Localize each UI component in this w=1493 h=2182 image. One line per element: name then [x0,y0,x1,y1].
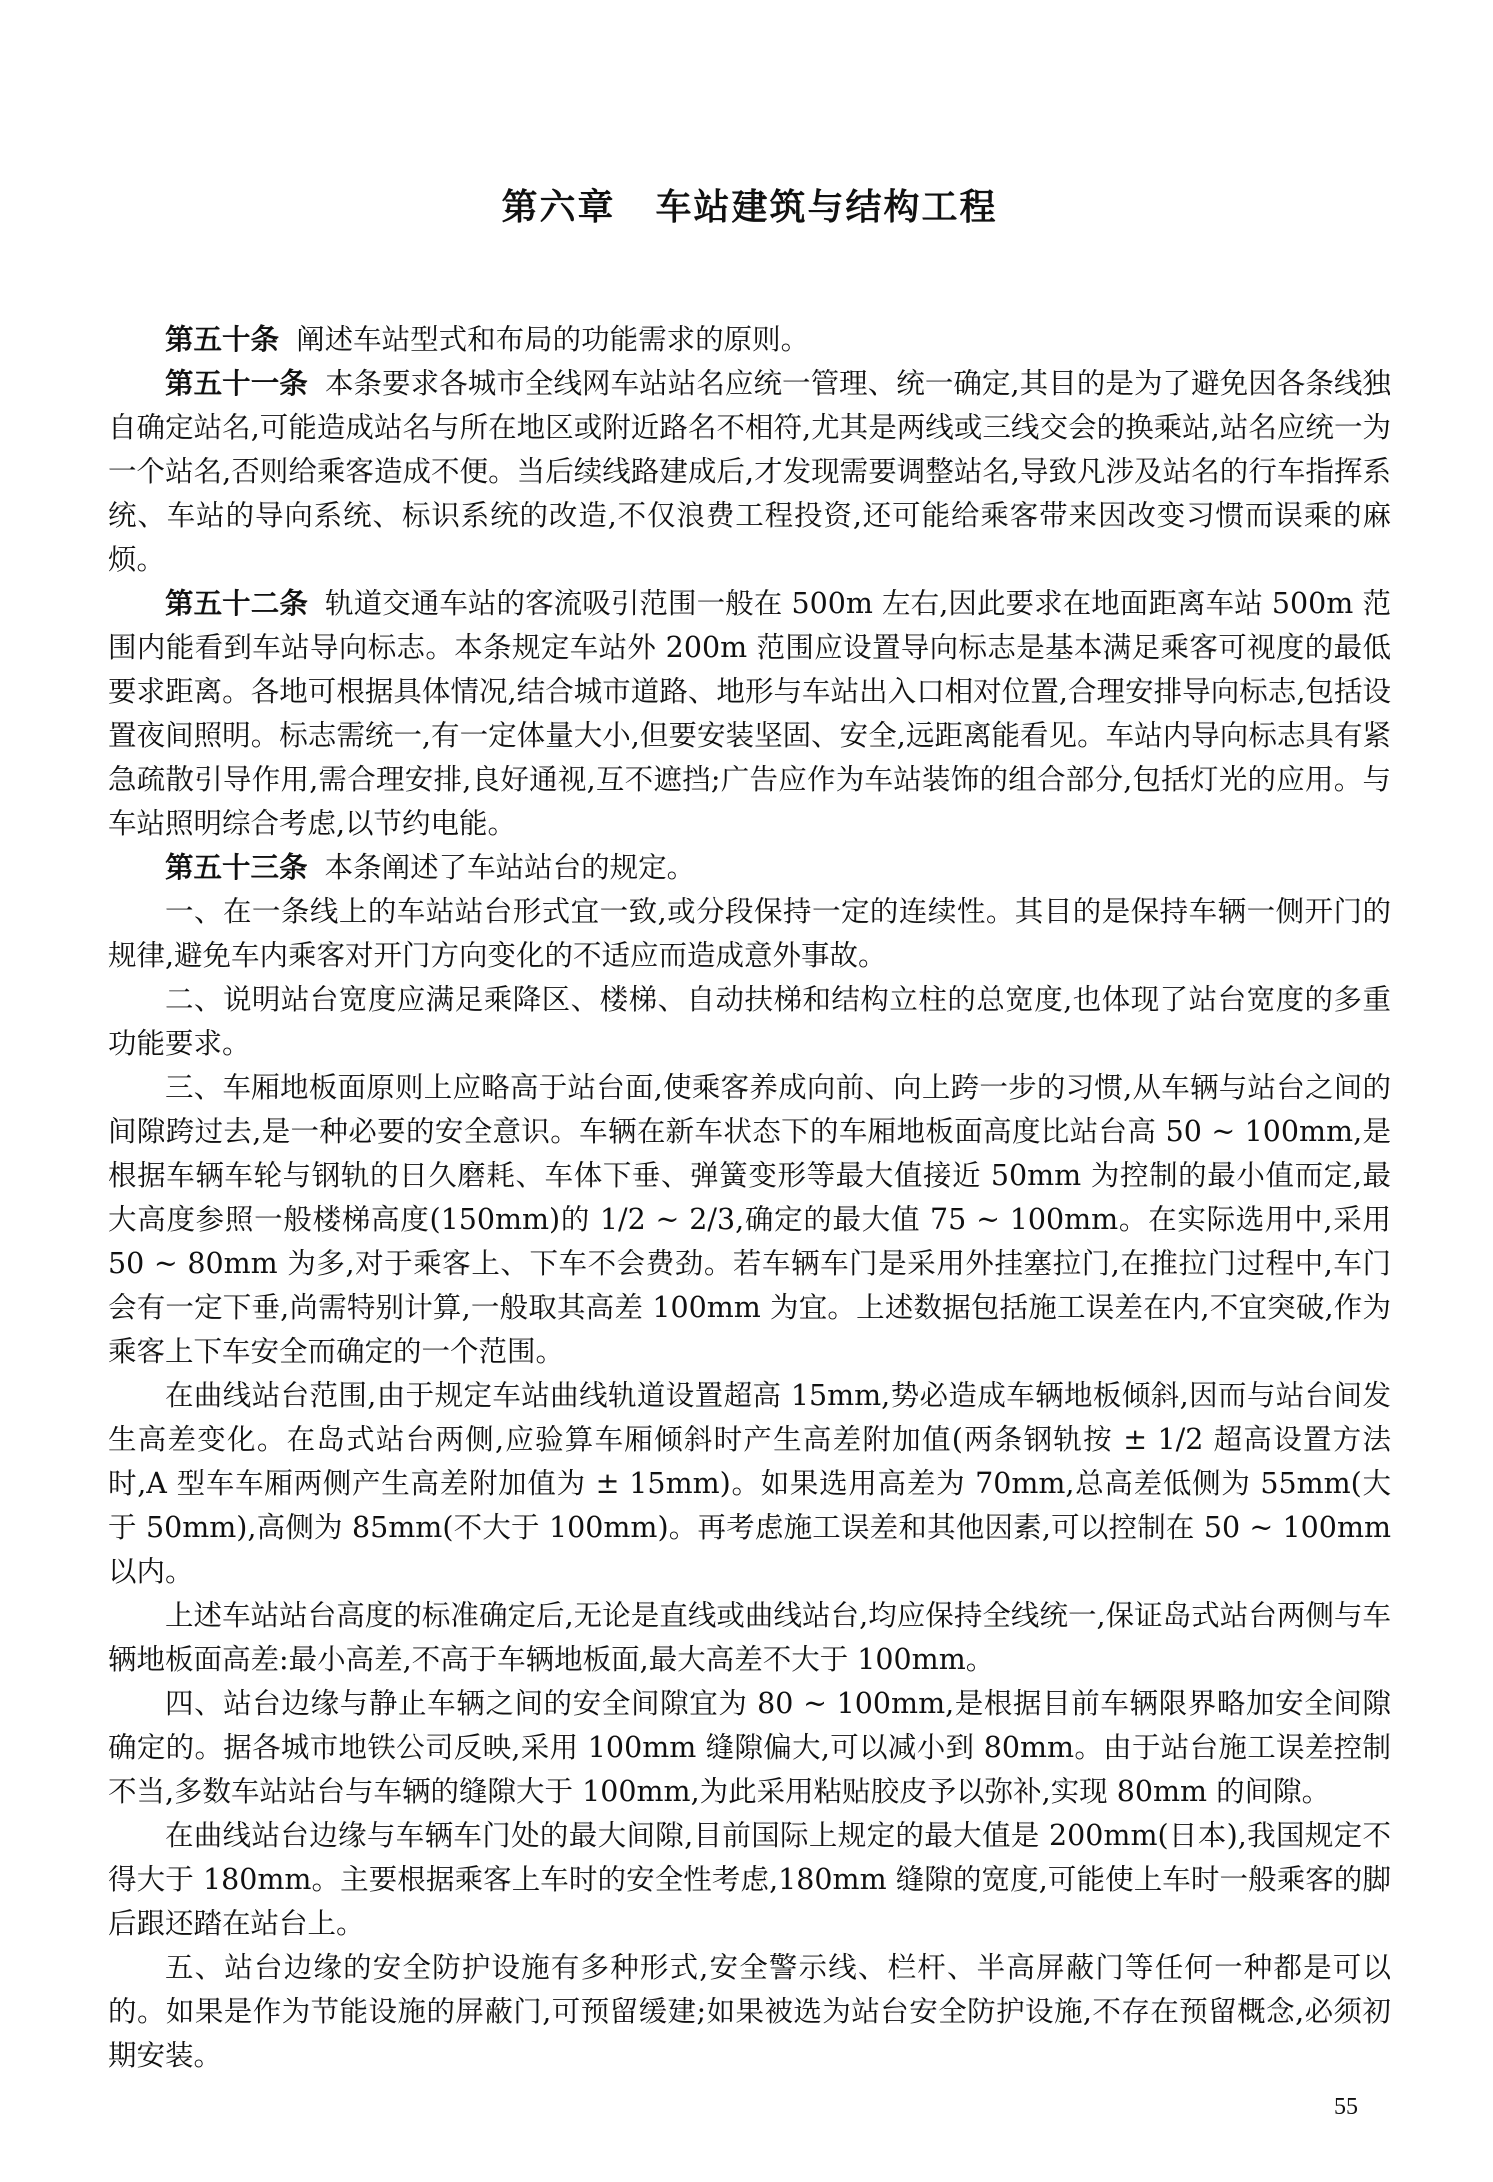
paragraph: 上述车站站台高度的标准确定后,无论是直线或曲线站台,均应保持全线统一,保证岛式站台两侧与车辆地板面高差:最小高差,不高于车辆地板面,最大高差不大于 100mm。 [108,1599,1391,1676]
article-heading: 第五十一条 [165,367,308,400]
chapter-number: 第六章 [501,187,616,228]
paragraph-text: 轨道交通车站的客流吸引范围一般在 500m 左右,因此要求在地面距离车站 500m 范围内能看到车站导向标志。本条规定车站外 200m 范围应设置导向标志是基本满足乘客可视度的最低要求距离。各地可根据具体情况,结合城市道路、地形与车站出入口相对位置,合理安排导向标志,包括设置夜间照明。标志需统一,有一定体量大小,但要安装坚固、安全,远距离能看见。车站内导向标志具有紧急疏散引导作用,需合理安排,良好通视,互不遮挡;广告应作为车站装饰的组合部分,包括灯光的应用。与车站照明综合考虑,以节约电能。 [108,587,1391,840]
article-heading: 第五十三条 [165,851,308,884]
paragraph-text: 本条要求各城市全线网车站站名应统一管理、统一确定,其目的是为了避免因各条线独自确定站名,可能造成站名与所在地区或附近路名不相符,尤其是两线或三线交会的换乘站,站名应统一为一个站名,否则给乘客造成不便。当后续线路建成后,才发现需要调整站名,导致凡涉及站名的行车指挥系统、车站的导向系统、标识系统的改造,不仅浪费工程投资,还可能给乘客带来因改变习惯而误乘的麻烦。 [108,367,1391,576]
paragraph-text: 本条阐述了车站站台的规定。 [324,851,696,884]
chapter-title [108,186,1391,230]
paragraph: 二、说明站台宽度应满足乘降区、楼梯、自动扶梯和结构立柱的总宽度,也体现了站台宽度的多重功能要求。 [108,983,1391,1060]
paragraph [108,362,1391,582]
paragraph [108,582,1391,846]
body-text [108,318,1391,2078]
paragraph [108,318,1391,362]
paragraph: 在曲线站台范围,由于规定车站曲线轨道设置超高 15mm,势必造成车辆地板倾斜,因而与站台间发生高差变化。在岛式站台两侧,应验算车厢倾斜时产生高差附加值(两条钢轨按 ± 1/2 超高设置方法时,A 型车车厢两侧产生高差附加值为 ± 15mm)。如果选用高差为 70mm,总高差低侧为 55mm(大于 50mm),高侧为 85mm(不大于 100mm)。再考虑施工误差和其他因素,可以控制在 50 ~ 100mm 以内。 [108,1379,1391,1588]
chapter-name: 车站建筑与结构工程 [655,187,998,228]
paragraph [108,846,1391,890]
article-heading: 第五十二条 [165,587,308,620]
paragraph-text: 阐述车站型式和布局的功能需求的原则。 [296,323,810,356]
page-number: 55 [1334,2094,1358,2120]
paragraph: 四、站台边缘与静止车辆之间的安全间隙宜为 80 ~ 100mm,是根据目前车辆限界略加安全间隙确定的。据各城市地铁公司反映,采用 100mm 缝隙偏大,可以减小到 80mm。由于站台施工误差控制不当,多数车站站台与车辆的缝隙大于 100mm,为此采用粘贴胶皮予以弥补,实现 80mm 的间隙。 [108,1687,1391,1808]
paragraph: 一、在一条线上的车站站台形式宜一致,或分段保持一定的连续性。其目的是保持车辆一侧开门的规律,避免车内乘客对开门方向变化的不适应而造成意外事故。 [108,895,1391,972]
paragraph: 五、站台边缘的安全防护设施有多种形式,安全警示线、栏杆、半高屏蔽门等任何一种都是可以的。如果是作为节能设施的屏蔽门,可预留缓建;如果被选为站台安全防护设施,不存在预留概念,必须初期安装。 [108,1951,1391,2072]
paragraph: 三、车厢地板面原则上应略高于站台面,使乘客养成向前、向上跨一步的习惯,从车辆与站台之间的间隙跨过去,是一种必要的安全意识。车辆在新车状态下的车厢地板面高度比站台高 50 ~ 100mm,是根据车辆车轮与钢轨的日久磨耗、车体下垂、弹簧变形等最大值接近 50mm 为控制的最小值而定,最大高度参照一般楼梯高度(150mm)的 1/2 ~ 2/3,确定的最大值 75 ~ 100mm。在实际选用中,采用 50 ~ 80mm 为多,对于乘客上、下车不会费劲。若车辆车门是采用外挂塞拉门,在推拉门过程中,车门会有一定下垂,尚需特别计算,一般取其高差 100mm 为宜。上述数据包括施工误差在内,不宜突破,作为乘客上下车安全而确定的一个范围。 [108,1071,1391,1368]
article-heading: 第五十条 [165,323,280,356]
paragraph: 在曲线站台边缘与车辆车门处的最大间隙,目前国际上规定的最大值是 200mm(日本),我国规定不得大于 180mm。主要根据乘客上车时的安全性考虑,180mm 缝隙的宽度,可能使上车时一般乘客的脚后跟还踏在站台上。 [108,1819,1391,1940]
